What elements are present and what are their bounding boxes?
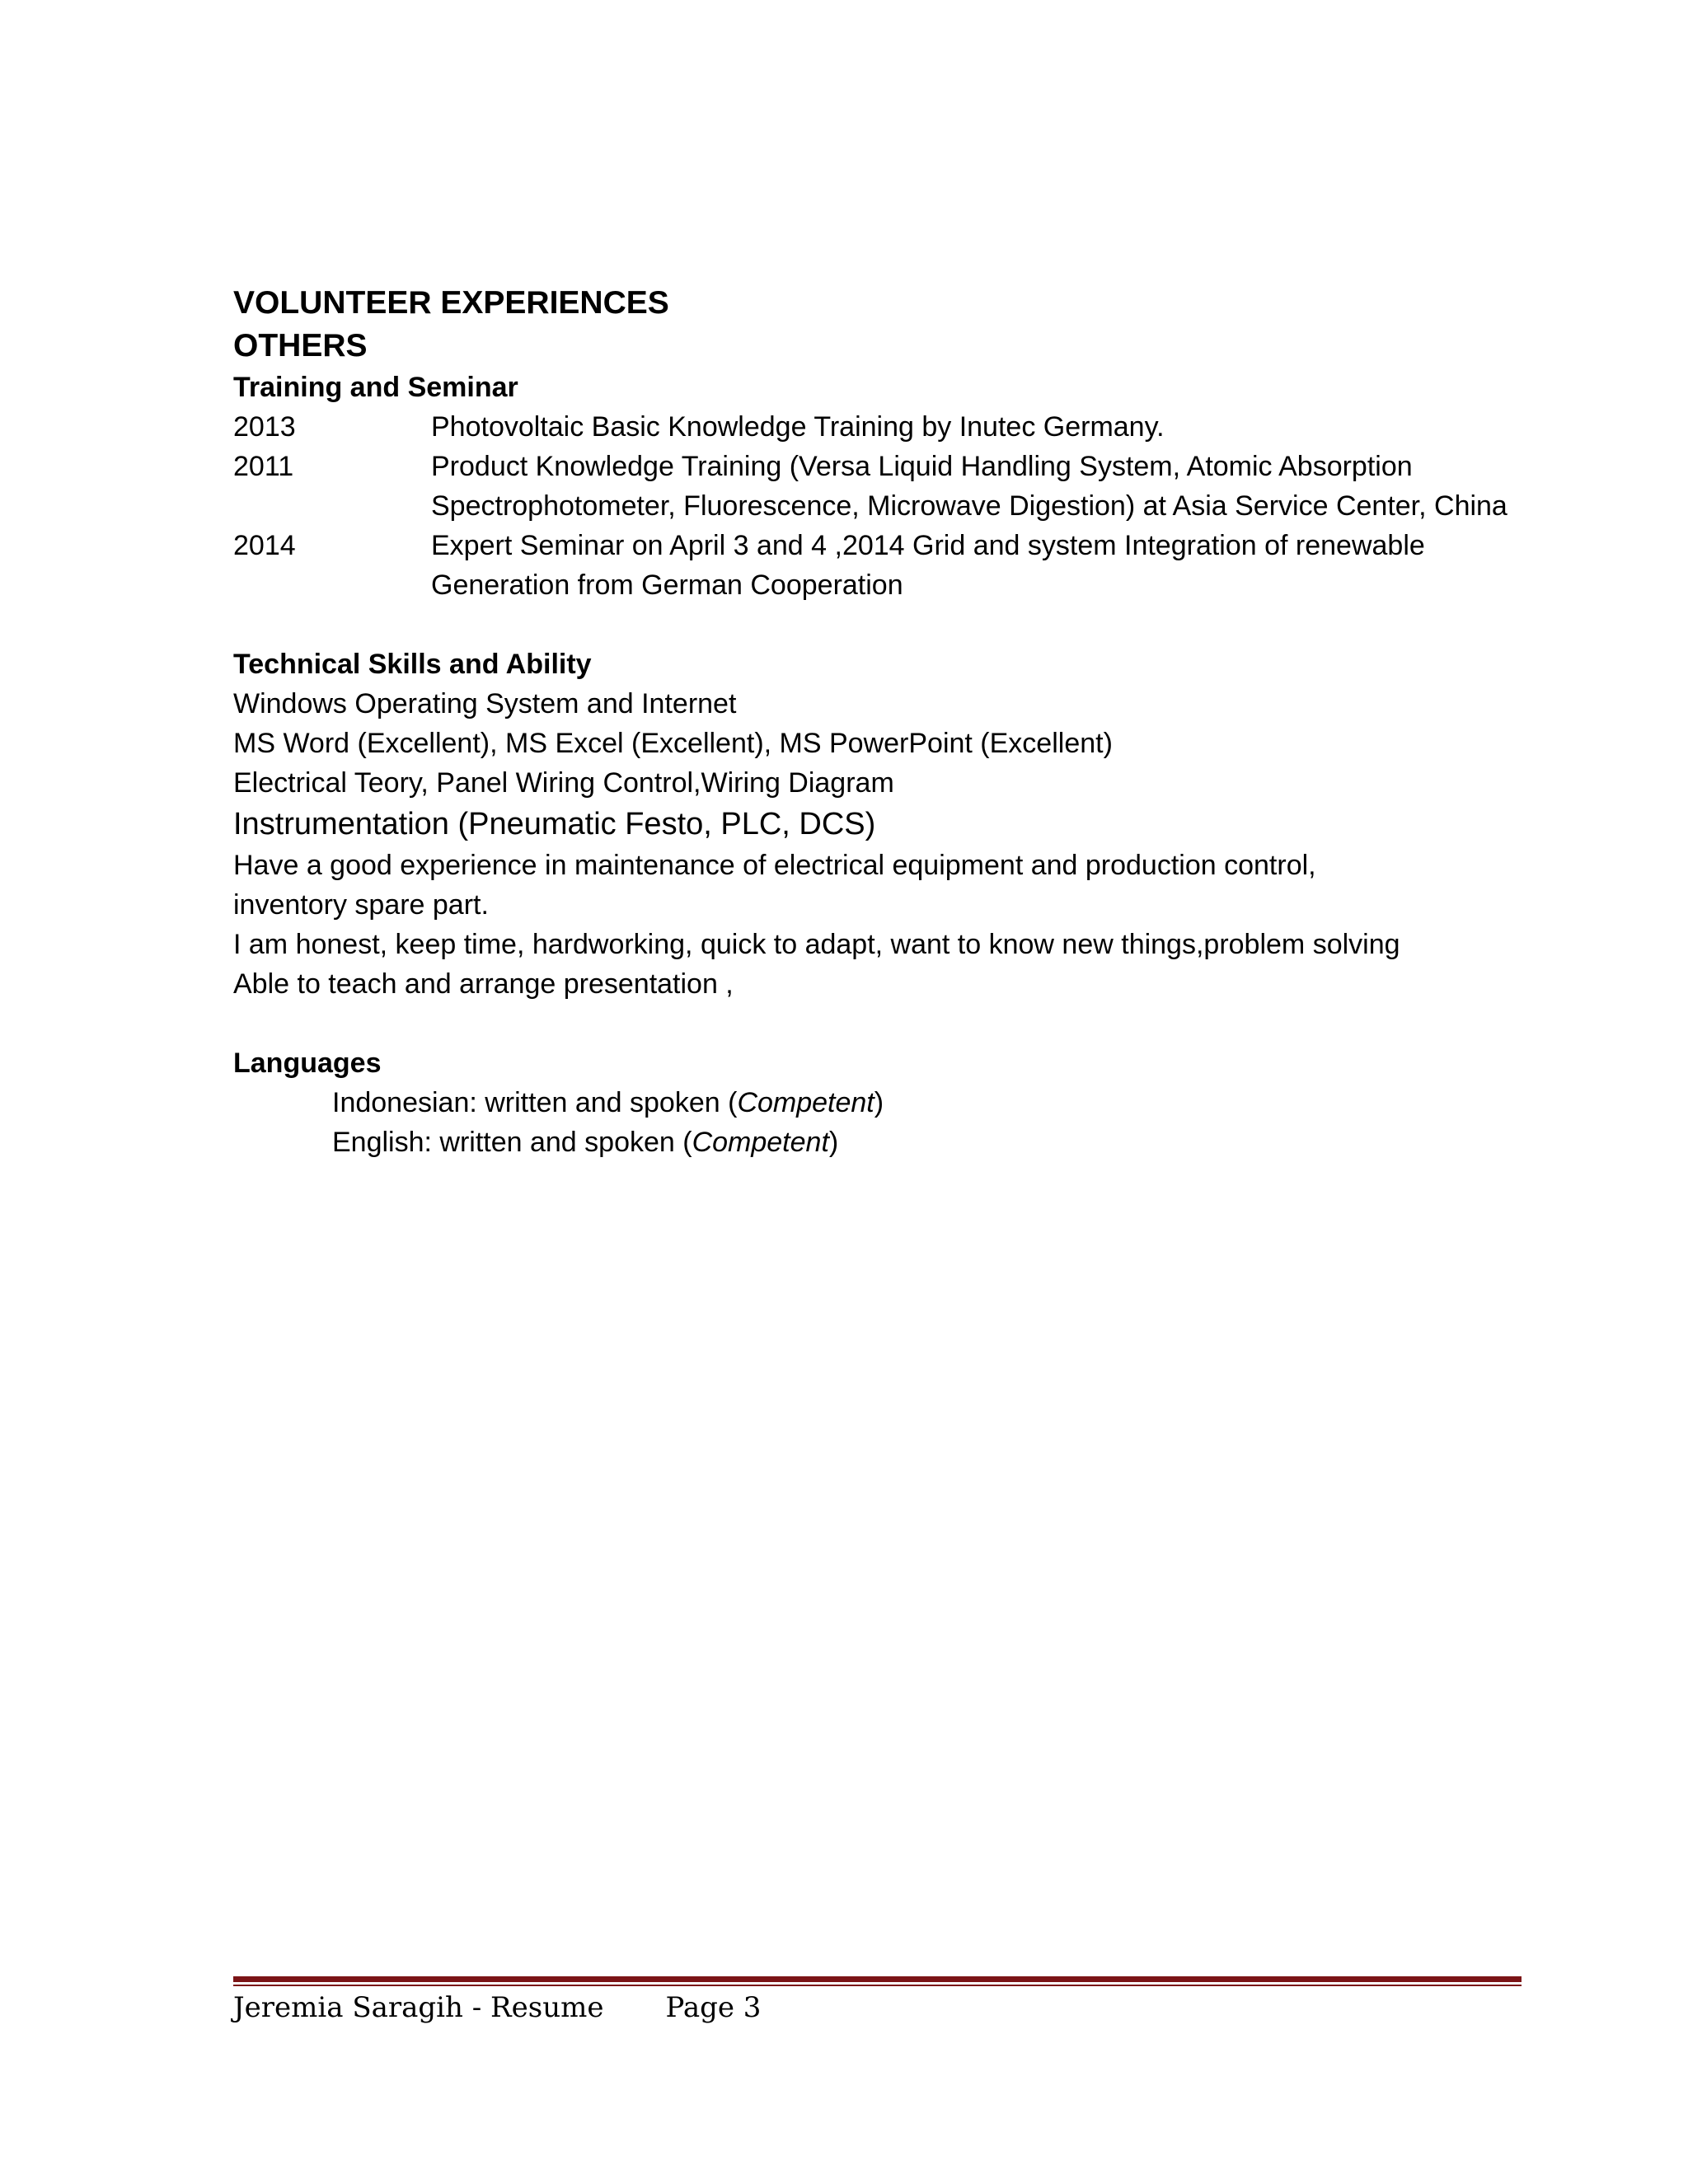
skill-line: Able to teach and arrange presentation , — [233, 968, 734, 1000]
training-heading: Training and Seminar — [233, 372, 518, 403]
page-content — [233, 282, 1519, 1162]
section-spacer — [233, 1004, 1519, 1043]
footer-rule-thick — [233, 1976, 1522, 1982]
language-item — [233, 1122, 1519, 1162]
training-year: 2013 — [233, 411, 296, 443]
training-description: Photovoltaic Basic Knowledge Training by Inutec Germany. — [431, 411, 1165, 443]
training-description: Product Knowledge Training (Versa Liquid Handling System, Atomic Absorption Spectrophotometer, Fluorescence, Microwave Digestion) at Asia Service Center, China — [431, 451, 1507, 522]
training-item — [233, 526, 1519, 605]
footer-author: Jeremia Saragih - Resume — [233, 1991, 604, 2024]
skill-line: Electrical Teory, Panel Wiring Control,Wiring Diagram — [233, 767, 894, 799]
skill-line: Windows Operating System and Internet — [233, 688, 737, 719]
training-item — [233, 447, 1519, 526]
volunteer-heading: VOLUNTEER EXPERIENCES — [233, 285, 669, 321]
language-text-end: ) — [874, 1087, 884, 1118]
language-text: English: written and spoken ( — [332, 1127, 692, 1158]
language-level: Competent — [692, 1127, 829, 1158]
skills-heading: Technical Skills and Ability — [233, 649, 592, 680]
others-heading: OTHERS — [233, 328, 368, 363]
footer-page-number: Page 3 — [665, 1991, 762, 2024]
training-description: Expert Seminar on April 3 and 4 ,2014 Grid and system Integration of renewable Generation from German Cooperation — [431, 530, 1425, 601]
language-text: Indonesian: written and spoken ( — [332, 1087, 738, 1118]
language-level: Competent — [737, 1087, 874, 1118]
language-item — [233, 1083, 1519, 1122]
languages-heading: Languages — [233, 1047, 382, 1079]
skill-line: inventory spare part. — [233, 889, 489, 921]
skill-line: Have a good experience in maintenance of electrical equipment and production control, — [233, 850, 1316, 881]
section-spacer — [233, 605, 1519, 644]
training-year: 2011 — [233, 451, 294, 482]
skill-line: MS Word (Excellent), MS Excel (Excellent), MS PowerPoint (Excellent) — [233, 728, 1113, 759]
footer-rule — [233, 1976, 1522, 1986]
training-year: 2014 — [233, 530, 296, 561]
skill-line: I am honest, keep time, hardworking, quick to adapt, want to know new things,problem solving — [233, 929, 1400, 960]
language-text-end: ) — [828, 1127, 839, 1158]
training-item — [233, 407, 1519, 447]
page-footer — [233, 1986, 761, 2029]
skill-line: Instrumentation (Pneumatic Festo, PLC, DCS) — [233, 807, 876, 841]
